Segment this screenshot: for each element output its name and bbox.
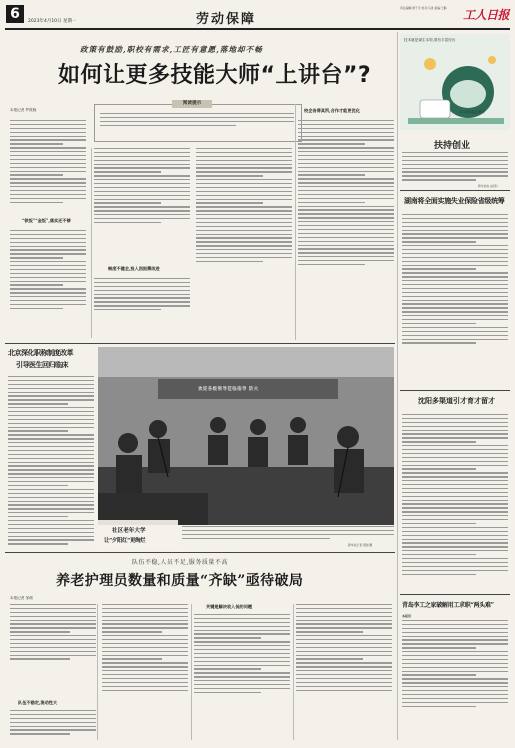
hunan-body <box>402 214 508 346</box>
right-title: 扶持创业 <box>434 141 471 151</box>
lead-subhead-3: 校企各得其所,合作才能更优化 <box>304 108 360 113</box>
photo-credit: 新华社记者 吴刚 摄 <box>348 543 373 547</box>
lead-subhead-2: 制度不健全,投入回报需改进 <box>108 266 160 271</box>
right-body <box>402 152 508 183</box>
bottom-subhead-1: 队伍不稳定,流动性大 <box>18 700 58 705</box>
page-number: 6 <box>10 6 20 22</box>
shenyang-title: 沈阳多渠道引才育才留才 <box>418 396 495 405</box>
lead-subhead-1: “铁饭”“金饭”,落实还不够 <box>22 218 71 223</box>
bottom-column-3 <box>194 614 290 696</box>
col-rule-c <box>97 604 98 740</box>
section-title: 劳动保障 <box>196 12 257 27</box>
newspaper-logo: 工人日报 <box>463 8 510 22</box>
logo-info: 责任编辑:周子宇 校对:马进 美编:王静 <box>400 6 447 10</box>
photo-banner-text: 欢迎各级领导莅临指导 防火 <box>198 387 259 392</box>
photo-orchestra <box>98 347 394 525</box>
right-rule-2 <box>400 390 510 391</box>
bottom-byline: 本报记者 邹倜 <box>10 596 33 600</box>
right-column-rule <box>397 32 398 740</box>
beijing-title: 北京深化职称制度改革 <box>8 348 73 357</box>
bottom-column-1 <box>10 604 96 662</box>
col-rule-a <box>91 148 92 338</box>
beijing-body <box>8 376 94 547</box>
promo-amount: 2023年稳定增长 <box>459 110 485 114</box>
lead-column-3 <box>196 148 292 338</box>
bottom-kicker: 队伍不稳,人员不足,服务质量不高 <box>132 559 228 566</box>
bottom-subhead-2: 关键是解决收入低的问题 <box>206 604 253 609</box>
photo-caption-title-2: 让“夕阳红”更绚烂 <box>104 538 146 544</box>
photo-caption-text <box>182 526 394 542</box>
hunan-title: 湖南将全面实施失业保险省级统筹 <box>404 196 505 205</box>
lead-kicker: 政策有鼓励,职校有需求,工匠有意愿,落地却不畅 <box>80 45 263 54</box>
col-rule-e <box>293 604 294 740</box>
promo-illustration <box>400 34 510 130</box>
editor-note-text <box>100 113 294 129</box>
col-rule-d <box>191 604 192 740</box>
bottom-title: 养老护理员数量和质量“齐缺”亟待破局 <box>56 573 304 589</box>
qingdao-title: 青岛李工之家破解用工求职“两头难” <box>402 602 494 609</box>
qingdao-author: 本报讯 <box>402 614 412 618</box>
lead-title: 如何让更多技能大师“上讲台”? <box>58 63 372 88</box>
date-line: 2023年4月10日 星期一 <box>28 19 77 24</box>
promo-title: 技术就是谋生本领,要有丰富经历 <box>404 38 456 42</box>
header-rule <box>5 28 510 30</box>
right-rule-3 <box>400 594 510 595</box>
photo-caption-title: 社区老年大学 <box>112 528 146 534</box>
photo-orchestra-image <box>98 347 394 525</box>
lead-column-1b <box>10 230 86 340</box>
right-rule-1 <box>400 190 510 191</box>
bottom-rule <box>5 552 395 553</box>
bottom-column-2 <box>102 604 188 693</box>
editor-note-label: 阅读提示 <box>182 101 202 106</box>
mid-rule <box>5 343 395 344</box>
lead-column-4 <box>298 120 394 340</box>
shenyang-body <box>402 414 508 577</box>
piggy-bank-illustration <box>400 34 510 130</box>
lead-column-2b <box>94 278 190 338</box>
lead-byline: 本报记者 罗筱晓 <box>10 108 37 112</box>
col-rule-b <box>295 104 296 340</box>
header <box>0 0 515 30</box>
right-author: 新华社电 (赵萍) <box>478 184 498 188</box>
beijing-subtitle: 引导医生回归临床 <box>16 360 68 369</box>
bottom-column-1b <box>10 710 96 737</box>
qingdao-body <box>402 620 508 709</box>
bottom-column-4 <box>296 604 392 693</box>
